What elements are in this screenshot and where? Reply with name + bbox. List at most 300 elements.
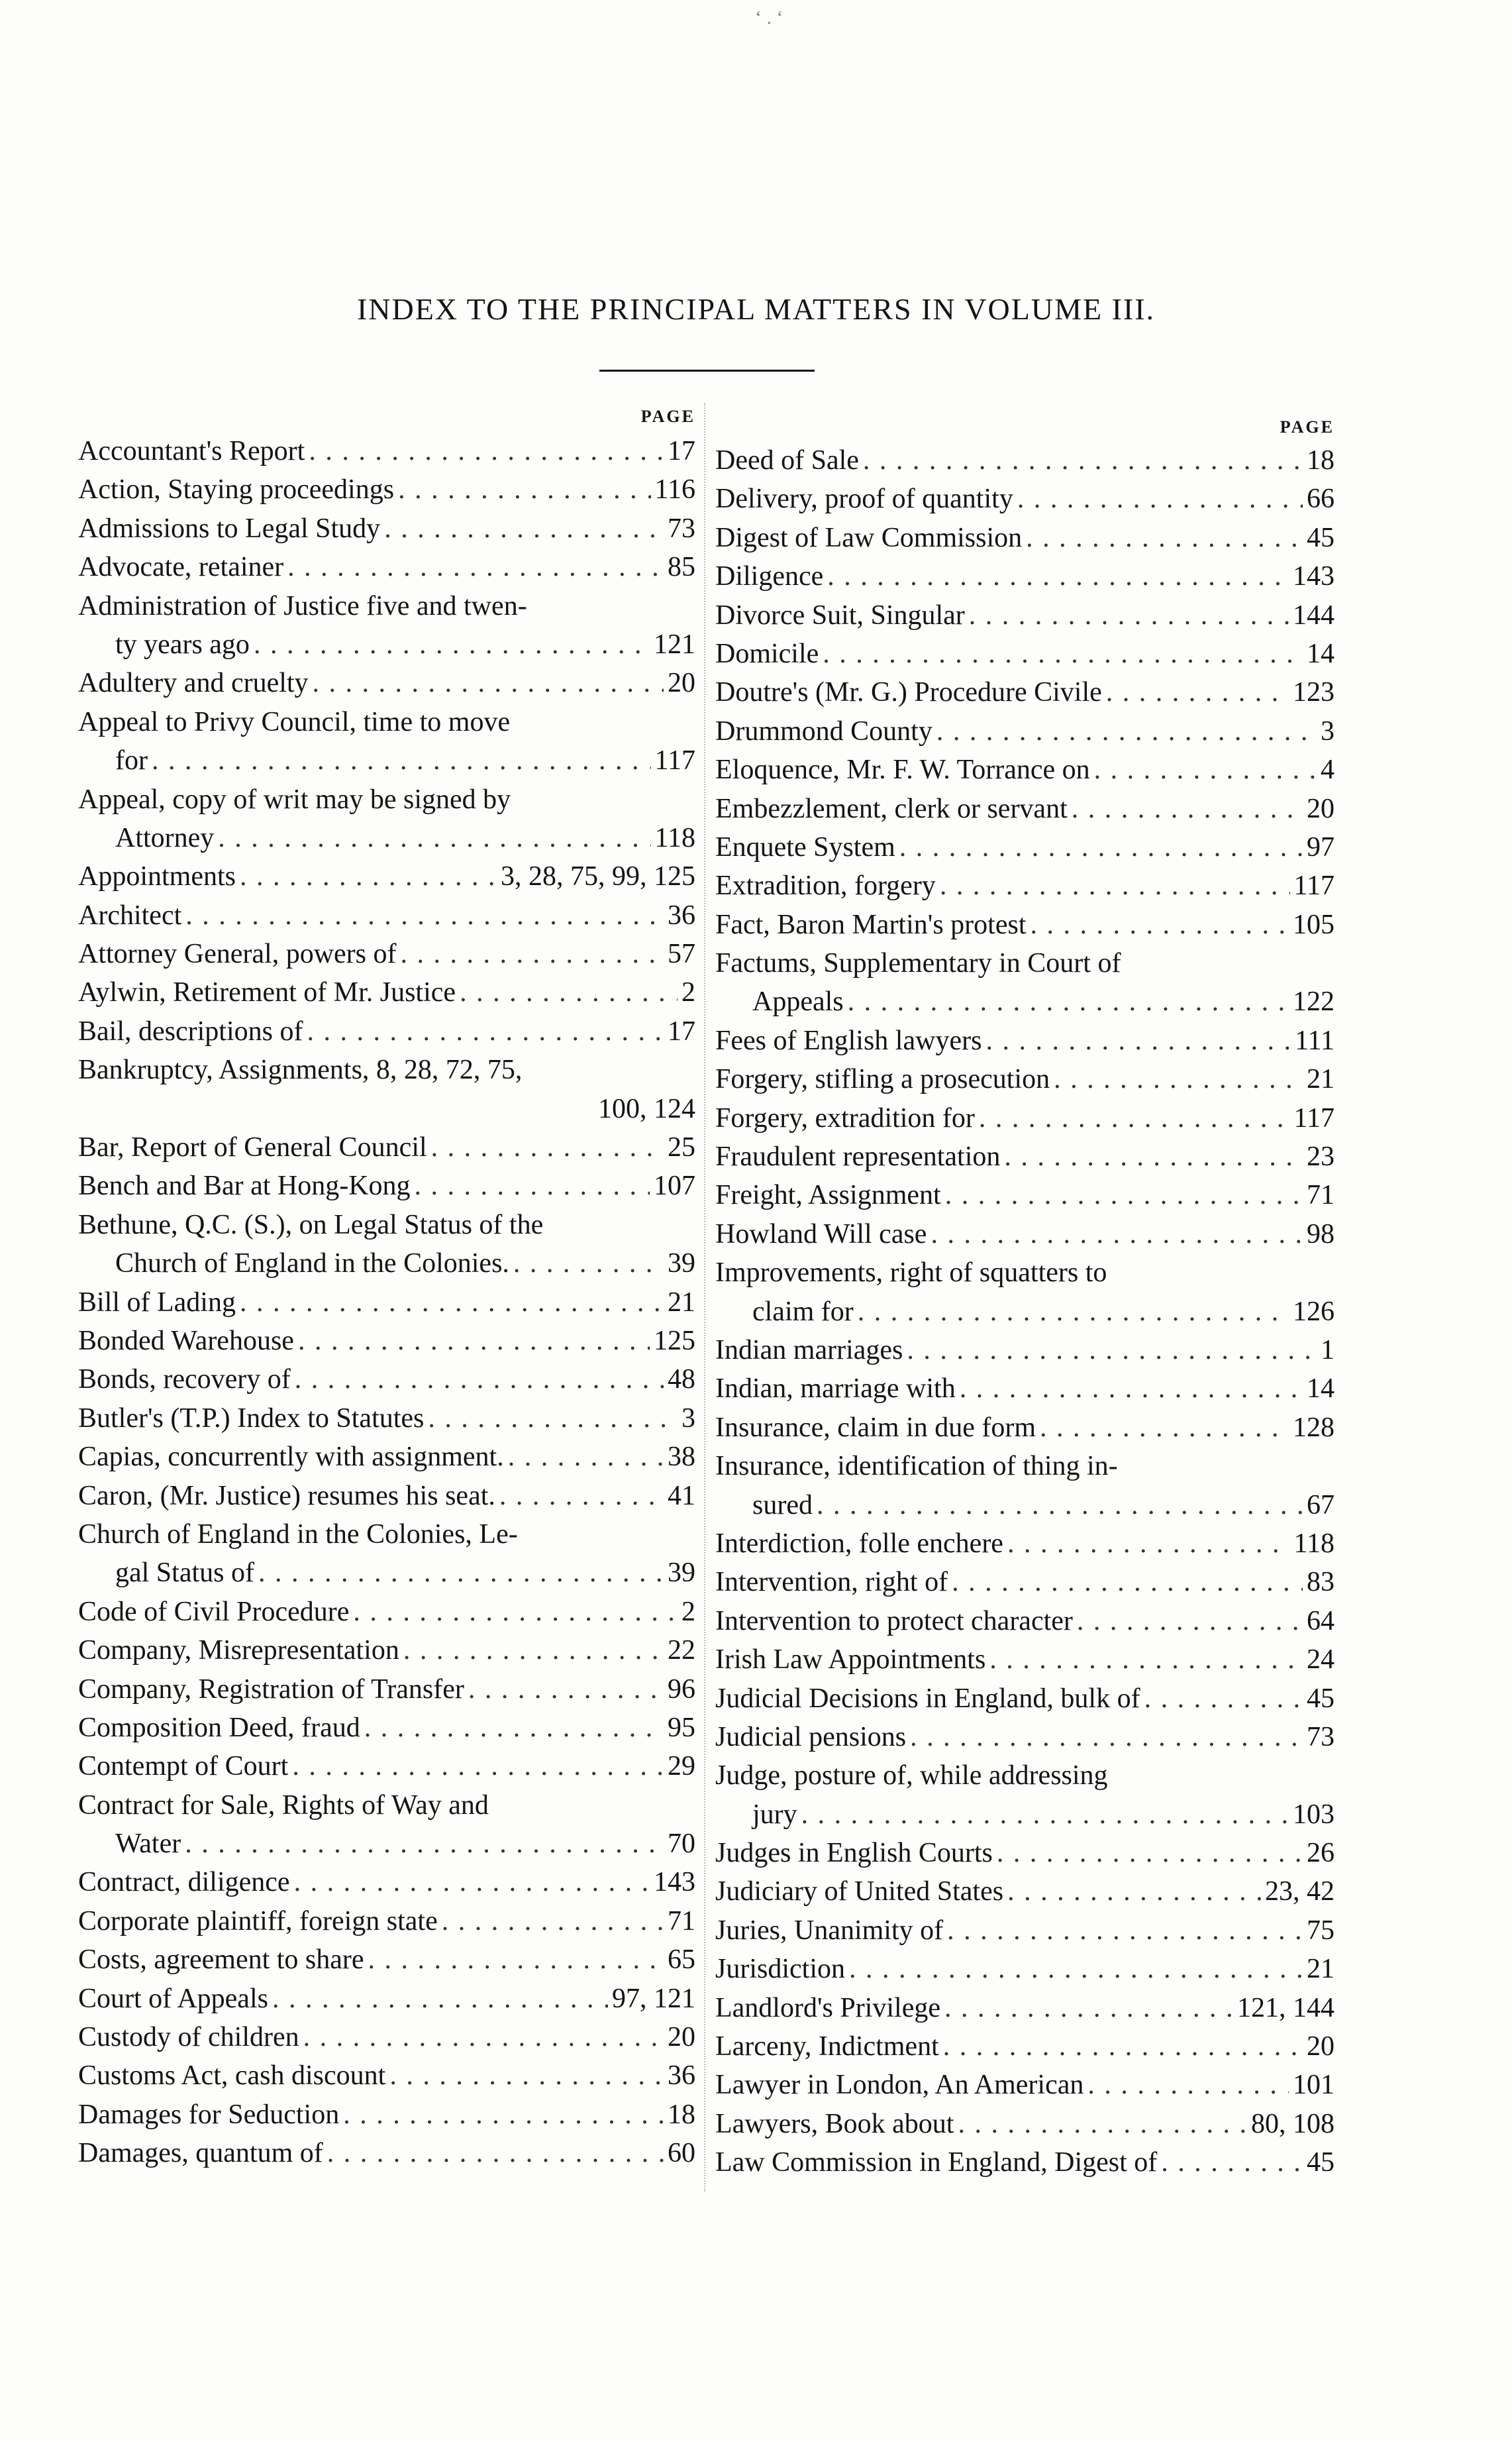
entry-text: Composition Deed, fraud bbox=[78, 1712, 360, 1743]
page-number: 67 bbox=[1307, 1489, 1335, 1520]
index-entry-line bbox=[715, 1640, 1335, 1679]
title-rule bbox=[599, 370, 815, 372]
dot-leader bbox=[1004, 1138, 1303, 1176]
entry-text: Forgery, extradition for bbox=[715, 1102, 975, 1134]
page-number: 45 bbox=[1307, 522, 1335, 553]
index-entry-line bbox=[715, 982, 1335, 1021]
index-entry-line bbox=[78, 973, 695, 1012]
page-number: 143 bbox=[654, 1867, 695, 1898]
index-entry bbox=[715, 1640, 1335, 1679]
index-entry bbox=[715, 906, 1335, 944]
page-number: 4 bbox=[1321, 755, 1335, 786]
entry-text: Attorney General, powers of bbox=[78, 939, 397, 970]
entry-text: Bill of Lading bbox=[78, 1287, 236, 1318]
index-entry bbox=[715, 867, 1335, 905]
index-entry-line bbox=[715, 751, 1335, 789]
page-number: 2 bbox=[681, 1596, 695, 1627]
index-entry-line bbox=[78, 1399, 695, 1438]
entry-text: Factums, Supplementary in Court of bbox=[715, 948, 1121, 979]
entry-text: Water bbox=[115, 1829, 181, 1860]
entry-text: Architect bbox=[78, 900, 182, 931]
index-entry bbox=[78, 2018, 695, 2056]
page-number: 117 bbox=[1293, 1102, 1335, 1134]
dot-leader bbox=[1026, 519, 1303, 557]
index-entry bbox=[78, 1128, 695, 1167]
index-list-right bbox=[715, 441, 1335, 2182]
page-number: 143 bbox=[1293, 561, 1335, 592]
dot-leader bbox=[944, 1989, 1233, 2027]
page-number: 26 bbox=[1307, 1838, 1335, 1869]
index-entry bbox=[78, 432, 695, 470]
index-list-left bbox=[78, 432, 695, 2173]
dot-leader bbox=[298, 1322, 650, 1360]
page-number: 45 bbox=[1307, 2147, 1335, 2178]
dot-leader bbox=[292, 1747, 664, 1785]
page-number: 85 bbox=[668, 552, 695, 583]
dot-leader bbox=[258, 1554, 664, 1592]
dot-leader bbox=[1106, 673, 1289, 712]
page-number: 107 bbox=[654, 1171, 695, 1202]
entry-text: Butler's (T.P.) Index to Statutes bbox=[78, 1403, 425, 1434]
index-entry-line bbox=[715, 1099, 1335, 1138]
index-entry-line bbox=[715, 1369, 1335, 1408]
entry-text: sured bbox=[752, 1489, 813, 1520]
page-number: 117 bbox=[1293, 871, 1335, 902]
dot-leader bbox=[468, 1670, 664, 1709]
index-entry-line bbox=[78, 1477, 695, 1515]
index-entry bbox=[715, 2066, 1335, 2104]
index-entry-line bbox=[78, 1051, 695, 1089]
index-entry-line bbox=[78, 741, 695, 780]
page-number: 41 bbox=[668, 1480, 695, 1511]
index-entry-line bbox=[78, 625, 695, 664]
index-entry-line bbox=[715, 828, 1335, 867]
index-entry bbox=[715, 1602, 1335, 1640]
index-entry-line bbox=[78, 1090, 695, 1128]
page-number: 60 bbox=[668, 2138, 695, 2169]
index-entry-line bbox=[715, 2105, 1335, 2143]
entry-text: Bonds, recovery of bbox=[78, 1364, 291, 1395]
index-entry bbox=[78, 896, 695, 935]
index-entry bbox=[78, 1902, 695, 1940]
index-entry bbox=[78, 1283, 695, 1322]
entry-text: Deed of Sale bbox=[715, 445, 859, 476]
page-number: 125 bbox=[654, 1325, 695, 1356]
entry-text: Court of Appeals bbox=[78, 1983, 268, 2014]
index-entry-line bbox=[78, 1128, 695, 1167]
index-entry-line bbox=[715, 1795, 1335, 1834]
dot-leader bbox=[513, 1244, 664, 1283]
entry-text: Improvements, right of squatters to bbox=[715, 1257, 1107, 1289]
entry-text: Custody of children bbox=[78, 2022, 299, 2053]
entry-text: Church of England in the Colonies. bbox=[115, 1248, 509, 1279]
entry-text: Freight, Assignment bbox=[715, 1180, 941, 1211]
index-entry bbox=[715, 1679, 1335, 1718]
index-entry-line bbox=[715, 673, 1335, 712]
index-entry-line bbox=[78, 1980, 695, 2018]
entry-text: Lawyers, Book about bbox=[715, 2108, 954, 2139]
entry-text: Administration of Justice five and twen- bbox=[78, 590, 527, 621]
page-number: 101 bbox=[1293, 2070, 1335, 2101]
entry-text: claim for bbox=[752, 1296, 854, 1327]
dot-leader bbox=[899, 828, 1303, 867]
entry-text: Divorce Suit, Singular bbox=[715, 600, 965, 631]
dot-leader bbox=[849, 1950, 1303, 1988]
entry-text: Appeals bbox=[752, 986, 844, 1018]
entry-text: Bench and Bar at Hong-Kong bbox=[78, 1171, 411, 1202]
scan-speck: ‘ . ‘ bbox=[755, 7, 783, 28]
index-entry bbox=[78, 1206, 695, 1283]
dot-leader bbox=[947, 1911, 1303, 1950]
index-entry bbox=[78, 1747, 695, 1785]
page-column-label: PAGE bbox=[640, 407, 695, 426]
index-entry-line bbox=[78, 1283, 695, 1322]
index-entry bbox=[715, 673, 1335, 712]
dot-leader bbox=[309, 432, 664, 470]
dot-leader bbox=[499, 1477, 664, 1515]
dot-leader bbox=[343, 2095, 664, 2134]
page-number: 23 bbox=[1307, 1141, 1335, 1173]
index-entry bbox=[78, 1477, 695, 1515]
index-entry bbox=[715, 596, 1335, 635]
page-number: 17 bbox=[668, 1016, 695, 1047]
page-number: 57 bbox=[668, 939, 695, 970]
entry-text: Juries, Unanimity of bbox=[715, 1915, 944, 1946]
index-entry-line bbox=[715, 1447, 1335, 1485]
index-entry bbox=[715, 2143, 1335, 2182]
column-divider bbox=[704, 403, 705, 2192]
entry-text: Embezzlement, clerk or servant bbox=[715, 793, 1068, 824]
page-number: 20 bbox=[668, 2022, 695, 2053]
index-entry-line bbox=[715, 2066, 1335, 2104]
page-number: 111 bbox=[1295, 1025, 1335, 1056]
index-entry bbox=[78, 780, 695, 858]
page-number: 21 bbox=[1307, 1064, 1335, 1095]
page-number: 18 bbox=[668, 2099, 695, 2130]
entry-text: for bbox=[115, 745, 148, 776]
index-entry-line bbox=[715, 1408, 1335, 1447]
index-entry-line bbox=[78, 935, 695, 973]
dot-leader bbox=[364, 1709, 664, 1747]
entry-text: Contract, diligence bbox=[78, 1867, 290, 1898]
dot-leader bbox=[997, 1834, 1303, 1872]
page-number: 121 bbox=[654, 629, 695, 660]
index-entry bbox=[715, 1756, 1335, 1834]
page-number: 45 bbox=[1307, 1683, 1335, 1714]
entry-text: jury bbox=[752, 1799, 797, 1830]
index-entry bbox=[715, 712, 1335, 751]
page-number: 144 bbox=[1293, 600, 1335, 631]
index-entry-line bbox=[78, 1747, 695, 1785]
index-entry-line bbox=[715, 1138, 1335, 1176]
index-entry-line bbox=[78, 2134, 695, 2172]
dot-leader bbox=[185, 896, 664, 935]
entry-text: Law Commission in England, Digest of bbox=[715, 2147, 1158, 2178]
index-entry-line bbox=[78, 1863, 695, 1901]
entry-text: Domicile bbox=[715, 638, 819, 669]
index-entry bbox=[715, 1989, 1335, 2027]
index-entry bbox=[78, 1322, 695, 1360]
index-entry-line bbox=[78, 1631, 695, 1670]
index-entry-line bbox=[78, 1322, 695, 1360]
dot-leader bbox=[353, 1593, 678, 1631]
page-number: 103 bbox=[1293, 1799, 1335, 1830]
dot-leader bbox=[303, 2018, 664, 2056]
page-number: 128 bbox=[1293, 1412, 1335, 1443]
index-entry bbox=[78, 2134, 695, 2172]
dot-leader bbox=[368, 1940, 664, 1979]
dot-leader bbox=[1017, 480, 1303, 518]
page-number: 97, 121 bbox=[612, 1983, 695, 2014]
entry-text: Insurance, identification of thing in- bbox=[715, 1451, 1118, 1482]
entry-text: Doutre's (Mr. G.) Procedure Civile bbox=[715, 677, 1102, 708]
page-number: 64 bbox=[1307, 1605, 1335, 1636]
index-entry-line bbox=[78, 1593, 695, 1631]
entry-text: Fraudulent representation bbox=[715, 1141, 1001, 1173]
page-number: 126 bbox=[1293, 1296, 1335, 1327]
index-entry-line bbox=[715, 1215, 1335, 1253]
dot-leader bbox=[442, 1902, 664, 1940]
page-number: 97 bbox=[1307, 831, 1335, 863]
index-entry-line bbox=[78, 1786, 695, 1825]
dot-leader bbox=[327, 2134, 664, 2172]
page-number: 123 bbox=[1293, 677, 1335, 708]
page-number: 71 bbox=[1307, 1180, 1335, 1211]
dot-leader bbox=[460, 973, 678, 1012]
index-entry-line bbox=[78, 587, 695, 625]
page-column-label: PAGE bbox=[1280, 417, 1335, 437]
index-entry bbox=[715, 2105, 1335, 2143]
page-number: 73 bbox=[1307, 1721, 1335, 1752]
entry-text: Bar, Report of General Council bbox=[78, 1132, 427, 1163]
index-entry bbox=[78, 509, 695, 548]
page-number: 3 bbox=[681, 1403, 695, 1434]
entry-text: gal Status of bbox=[115, 1558, 254, 1589]
index-entry bbox=[715, 1524, 1335, 1563]
page-number: 3 bbox=[1321, 716, 1335, 747]
entry-text: Larceny, Indictment bbox=[715, 2031, 939, 2062]
dot-leader bbox=[415, 1167, 650, 1205]
index-entry-line bbox=[78, 819, 695, 857]
dot-leader bbox=[960, 1369, 1303, 1408]
page-number: 71 bbox=[668, 1905, 695, 1936]
dot-leader bbox=[185, 1825, 664, 1863]
index-entry bbox=[78, 1167, 695, 1205]
index-entry-line bbox=[715, 1293, 1335, 1331]
index-entry bbox=[715, 1911, 1335, 1950]
entry-text: Forgery, stifling a prosecution bbox=[715, 1064, 1050, 1095]
dot-leader bbox=[1094, 751, 1317, 789]
index-column-left bbox=[78, 401, 695, 2173]
dot-leader bbox=[958, 2105, 1247, 2143]
entry-text: Landlord's Privilege bbox=[715, 1992, 940, 2023]
entry-text: Code of Civil Procedure bbox=[78, 1596, 350, 1627]
dot-leader bbox=[389, 2056, 664, 2095]
entry-text: Judicial pensions bbox=[715, 1721, 907, 1752]
index-entry bbox=[78, 703, 695, 780]
page-number: 38 bbox=[668, 1442, 695, 1473]
index-entry bbox=[78, 548, 695, 586]
page-number: 83 bbox=[1307, 1567, 1335, 1598]
index-entry bbox=[715, 1215, 1335, 1253]
index-entry bbox=[78, 1012, 695, 1051]
page-number: 24 bbox=[1307, 1644, 1335, 1675]
dot-leader bbox=[801, 1795, 1289, 1834]
dot-leader bbox=[384, 509, 664, 548]
index-entry-line bbox=[715, 906, 1335, 944]
index-entry bbox=[715, 1176, 1335, 1214]
index-entry bbox=[715, 441, 1335, 480]
dot-leader bbox=[989, 1640, 1303, 1679]
page-number: 95 bbox=[668, 1712, 695, 1743]
entry-text: Caron, (Mr. Justice) resumes his seat. bbox=[78, 1480, 495, 1511]
entry-text: Fact, Baron Martin's protest bbox=[715, 909, 1027, 940]
entry-text: Interdiction, folle enchere bbox=[715, 1528, 1003, 1559]
dot-leader bbox=[910, 1718, 1303, 1756]
index-entry-line bbox=[78, 548, 695, 586]
index-entry-line bbox=[78, 664, 695, 702]
entry-text: Irish Law Appointments bbox=[715, 1644, 986, 1675]
dot-leader bbox=[403, 1631, 664, 1670]
index-entry-line bbox=[715, 1486, 1335, 1524]
index-entry-line bbox=[715, 1989, 1335, 2027]
page-number: 25 bbox=[668, 1132, 695, 1163]
dot-leader bbox=[848, 982, 1289, 1021]
page-number: 65 bbox=[668, 1944, 695, 1976]
index-entry-line bbox=[78, 1012, 695, 1051]
page-number: 98 bbox=[1307, 1218, 1335, 1249]
dot-leader bbox=[945, 1176, 1303, 1214]
index-entry bbox=[715, 1369, 1335, 1408]
dot-leader bbox=[294, 1863, 650, 1901]
dot-leader bbox=[287, 548, 664, 586]
page-number: 96 bbox=[668, 1673, 695, 1705]
dot-leader bbox=[1031, 906, 1289, 944]
index-entry-line bbox=[78, 1902, 695, 1940]
index-entry bbox=[78, 857, 695, 896]
page-number: 70 bbox=[668, 1829, 695, 1860]
index-entry-line bbox=[715, 867, 1335, 905]
entry-text: Appointments bbox=[78, 861, 236, 892]
index-entry-line bbox=[715, 1331, 1335, 1369]
dot-leader bbox=[240, 857, 497, 896]
dot-leader bbox=[1007, 1872, 1261, 1911]
entry-text: Adultery and cruelty bbox=[78, 668, 309, 699]
dot-leader bbox=[254, 625, 650, 664]
entry-text: Bethune, Q.C. (S.), on Legal Status of the bbox=[78, 1209, 544, 1240]
entry-text: Eloquence, Mr. F. W. Torrance on bbox=[715, 755, 1090, 786]
index-entry bbox=[715, 480, 1335, 518]
page-number: 100, 124 bbox=[598, 1093, 695, 1124]
entry-text: Bankruptcy, Assignments, 8, 28, 72, 75, bbox=[78, 1055, 523, 1086]
page-number: 20 bbox=[1307, 793, 1335, 824]
index-entry-line bbox=[715, 2143, 1335, 2182]
entry-text: Corporate plaintiff, foreign state bbox=[78, 1905, 438, 1936]
dot-leader bbox=[863, 441, 1303, 480]
page-number: 118 bbox=[654, 822, 695, 853]
dot-leader bbox=[1054, 1060, 1303, 1098]
dot-leader bbox=[313, 664, 664, 702]
dot-leader bbox=[1072, 790, 1303, 828]
index-entry-line bbox=[715, 944, 1335, 982]
index-entry bbox=[715, 1718, 1335, 1756]
index-entry bbox=[78, 1593, 695, 1631]
index-entry bbox=[78, 1051, 695, 1128]
page-number: 116 bbox=[654, 474, 695, 505]
index-entry-line bbox=[78, 432, 695, 470]
index-entry-line bbox=[78, 1515, 695, 1554]
page-number: 21 bbox=[1307, 1954, 1335, 1985]
dot-leader bbox=[827, 557, 1289, 596]
entry-text: Diligence bbox=[715, 561, 824, 592]
index-entry bbox=[78, 1438, 695, 1476]
dot-leader bbox=[985, 1022, 1291, 1060]
dot-leader bbox=[907, 1331, 1317, 1369]
index-entry-line bbox=[715, 1756, 1335, 1795]
index-entry bbox=[78, 1786, 695, 1864]
index-entry-line bbox=[715, 1563, 1335, 1601]
index-entry bbox=[78, 664, 695, 702]
index-entry bbox=[715, 751, 1335, 789]
entry-text: Church of England in the Colonies, Le- bbox=[78, 1518, 518, 1550]
index-entry bbox=[78, 1709, 695, 1747]
index-entry bbox=[78, 1360, 695, 1399]
dot-leader bbox=[240, 1283, 664, 1322]
index-entry bbox=[78, 1399, 695, 1438]
index-entry bbox=[715, 1950, 1335, 1988]
dot-leader bbox=[823, 635, 1303, 673]
entry-text: Howland Will case bbox=[715, 1218, 927, 1249]
index-entry bbox=[715, 944, 1335, 1022]
entry-text: Attorney bbox=[115, 822, 215, 853]
index-entry bbox=[715, 1099, 1335, 1138]
index-entry-line bbox=[715, 1911, 1335, 1950]
page-number: 14 bbox=[1307, 1373, 1335, 1405]
page-number: 20 bbox=[668, 668, 695, 699]
entry-text: Intervention to protect character bbox=[715, 1605, 1073, 1636]
dot-leader bbox=[272, 1980, 608, 2018]
index-entry-line bbox=[78, 1670, 695, 1709]
index-entry-line bbox=[78, 1825, 695, 1863]
entry-text: Indian marriages bbox=[715, 1334, 903, 1365]
index-entry bbox=[715, 1060, 1335, 1098]
page-number: 122 bbox=[1293, 986, 1335, 1018]
entry-text: Customs Act, cash discount bbox=[78, 2060, 386, 2092]
page-number: 29 bbox=[668, 1751, 695, 1782]
entry-text: Enquete System bbox=[715, 831, 895, 863]
entry-text: Appeal, copy of writ may be signed by bbox=[78, 784, 511, 815]
dot-leader bbox=[858, 1293, 1289, 1331]
entry-text: Admissions to Legal Study bbox=[78, 513, 381, 544]
dot-leader bbox=[218, 819, 650, 857]
page-number: 36 bbox=[668, 900, 695, 931]
index-entry-line bbox=[78, 2095, 695, 2134]
dot-leader bbox=[295, 1360, 664, 1399]
entry-text: Delivery, proof of quantity bbox=[715, 484, 1013, 515]
index-entry bbox=[715, 2027, 1335, 2066]
index-entry bbox=[715, 1138, 1335, 1176]
index-entry bbox=[715, 557, 1335, 596]
entry-text: Company, Misrepresentation bbox=[78, 1635, 399, 1666]
dot-leader bbox=[508, 1438, 664, 1476]
page-number: 66 bbox=[1307, 484, 1335, 515]
index-entry-line bbox=[715, 1602, 1335, 1640]
entry-text: Indian, marriage with bbox=[715, 1373, 956, 1405]
page-number: 39 bbox=[668, 1248, 695, 1279]
entry-text: Intervention, right of bbox=[715, 1567, 948, 1598]
index-entry bbox=[78, 973, 695, 1012]
entry-text: Costs, agreement to share bbox=[78, 1944, 364, 1976]
